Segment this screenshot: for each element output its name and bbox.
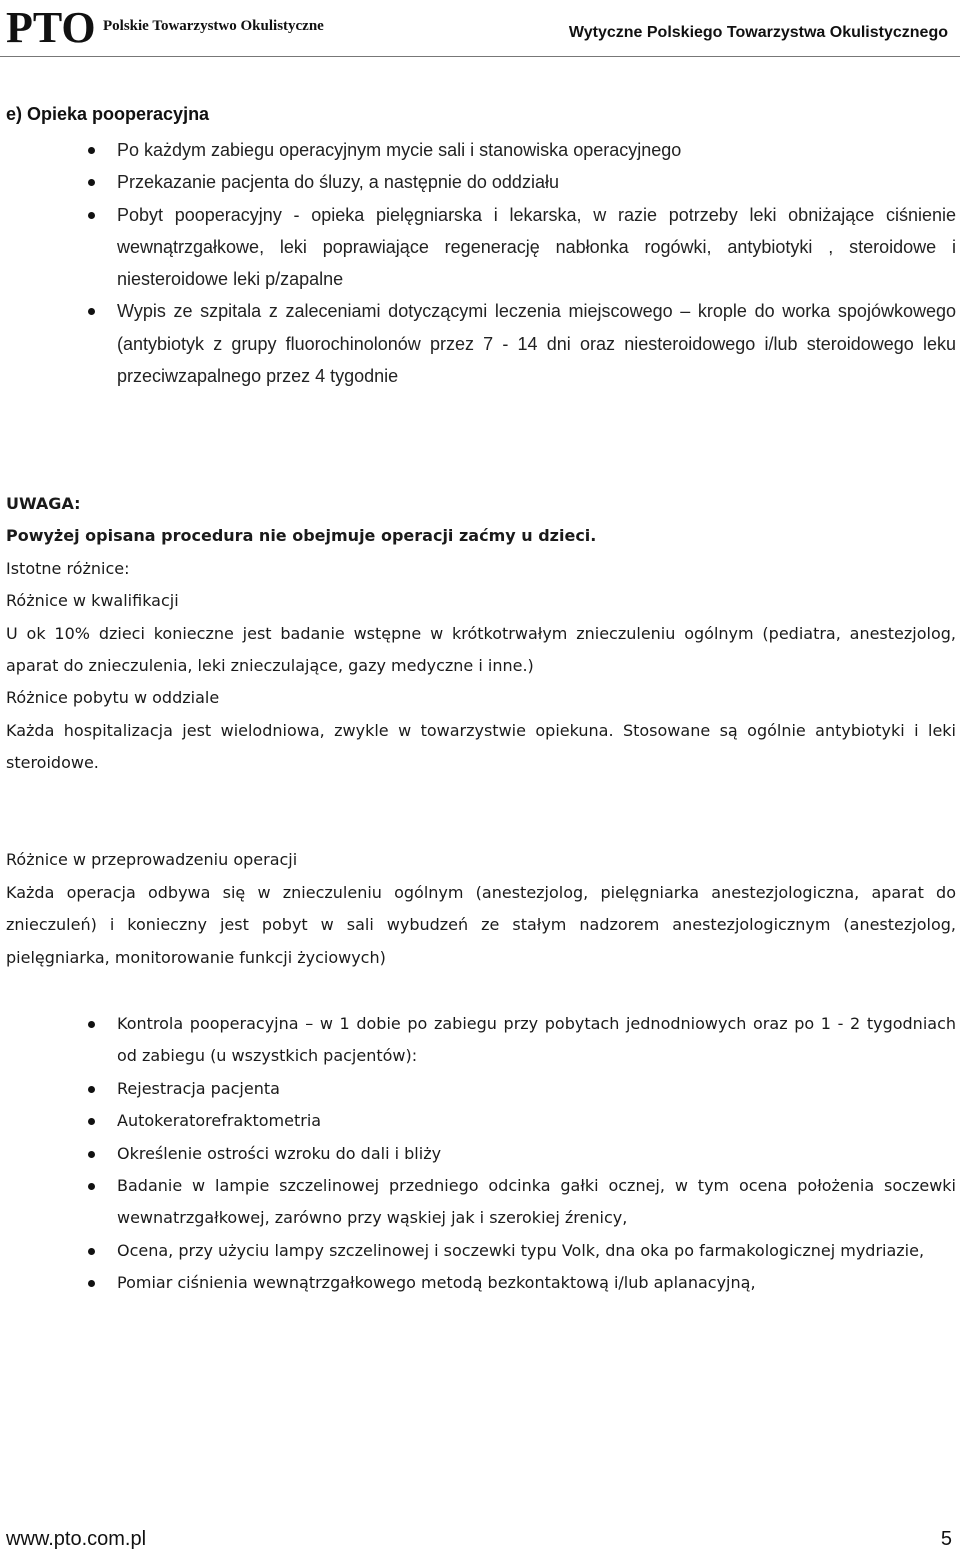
list-item: Wypis ze szpitala z zaleceniami dotyczącymi leczenia miejscowego – krople do worka spojówkowego (antybiotyk z grupy fluorochinolonów przez 7 - 14 dni oraz niesteroidowego i/lub steroidowego leku przeciwzapalnego przez 4 tygodnie bbox=[0, 295, 960, 392]
list-item: Rejestracja pacjenta bbox=[0, 1073, 960, 1105]
list-item: Po każdym zabiegu operacyjnym mycie sali i stanowiska operacyjnego bbox=[0, 134, 960, 166]
differences-label: Istotne różnice: bbox=[6, 558, 130, 578]
spacer bbox=[6, 780, 956, 845]
list-item: Przekazanie pacjenta do śluzy, a następnie do oddziału bbox=[0, 166, 960, 198]
organization-name: Polskie Towarzystwo Okulistyczne bbox=[103, 18, 324, 34]
qualification-heading: Różnice w kwalifikacji bbox=[6, 591, 179, 611]
list-item: Badanie w lampie szczelinowej przedniego odcinka gałki ocznej, w tym ocena położenia soczewki wewnatrzgałkowej, zarówno przy wąskiej jak i szerokiej źrenicy, bbox=[0, 1170, 960, 1235]
list-item: Określenie ostrości wzroku do dali i bliży bbox=[0, 1138, 960, 1170]
list-item: Pomiar ciśnienia wewnątrzgałkowego metodą bezkontaktową i/lub aplanacyjną, bbox=[0, 1267, 960, 1299]
guidelines-title: Wytyczne Polskiego Towarzystwa Okulistycznego bbox=[568, 24, 948, 41]
qualification-text: U ok 10% dzieci konieczne jest badanie wstępne w krótkotrwałym znieczuleniu ogólnym (pediatra, anestezjolog, aparat do znieczulenia, leki znieczulające, gazy medyczne i inne.) bbox=[6, 623, 956, 676]
operation-text: Każda operacja odbywa się w znieczuleniu ogólnym (anestezjolog, pielęgniarka anestezjologiczna, aparat do znieczuleń) i konieczny jest pobyt w sali wybudzeń ze stałym nadzorem anestezjologicznym (anestezjolog, pielęgniarka, monitorowanie funkcji życiowych) bbox=[6, 882, 956, 967]
footer-url-link[interactable]: www.pto.com.pl bbox=[6, 1528, 147, 1550]
stay-heading: Różnice pobytu w oddziale bbox=[6, 688, 220, 708]
note-label: UWAGA: bbox=[6, 494, 81, 513]
section-title: e) Opieka pooperacyjna bbox=[6, 104, 210, 124]
page-number: 5 bbox=[940, 1528, 952, 1550]
postoperative-care-list bbox=[0, 134, 960, 392]
list-item: Autokeratorefraktometria bbox=[0, 1105, 960, 1137]
stay-text: Każda hospitalizacja jest wielodniowa, zwykle w towarzystwie opiekuna. Stosowane są ogólnie antybiotyki i leki steroidowe. bbox=[6, 720, 956, 773]
list-item: Ocena, przy użyciu lampy szczelinowej i soczewki typu Volk, dna oka po farmakologicznej mydriazie, bbox=[0, 1235, 960, 1267]
note-bold-text: Powyżej opisana procedura nie obejmuje operacji zaćmy u dzieci. bbox=[6, 526, 597, 546]
pto-logo bbox=[6, 2, 98, 48]
operation-heading: Różnice w przeprowadzeniu operacji bbox=[6, 850, 298, 870]
svg-text:PTO: PTO bbox=[6, 3, 96, 48]
list-item: Kontrola pooperacyjna – w 1 dobie po zabiegu przy pobytach jednodniowych oraz po 1 - 2 tygodniach od zabiegu (u wszystkich pacjentów): bbox=[0, 1008, 960, 1073]
children-note bbox=[6, 488, 956, 974]
control-list bbox=[0, 1008, 960, 1300]
header-divider bbox=[0, 56, 960, 57]
page-header bbox=[0, 0, 960, 60]
list-item: Pobyt pooperacyjny - opieka pielęgniarska i lekarska, w razie potrzeby leki obniżające ciśnienie wewnątrzgałkowe, leki poprawiające regenerację nabłonka rogówki, antybiotyki , steroidowe i niesteroidowe leki p/zapalne bbox=[0, 199, 960, 296]
